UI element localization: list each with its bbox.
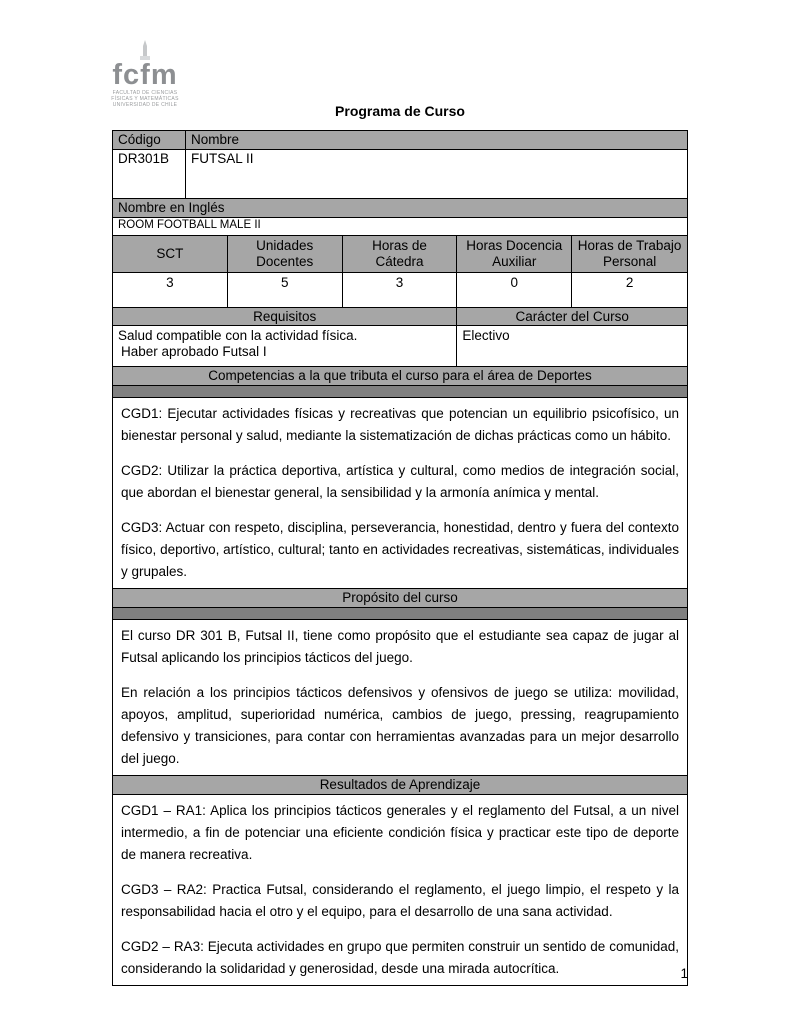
proposito-divider-band xyxy=(113,608,687,620)
page-title: Programa de Curso xyxy=(335,103,465,119)
proposito-content xyxy=(113,620,687,775)
unidades-docentes-value: 5 xyxy=(228,273,343,307)
codigo-value: DR301B xyxy=(113,150,186,198)
competencia-paragraph: CGD1: Ejecutar actividades físicas y recreativas que potencian un equilibrio psicofísico, un bienestar personal y salud, mediante la sistematización de dichas prácticas como un hábito. xyxy=(121,406,679,443)
page-number: 1 xyxy=(680,966,688,981)
competencias-content-row xyxy=(113,398,687,589)
credits-value-row xyxy=(113,273,687,308)
nombre-ingles-header: Nombre en Inglés xyxy=(113,199,687,217)
proposito-paragraph: El curso DR 301 B, Futsal II, tiene como propósito que el estudiante sea capaz de jugar al Futsal aplicando los principios tácticos del juego. xyxy=(121,628,679,665)
competencias-content xyxy=(113,398,687,588)
nombre-ingles-value: ROOM FOOTBALL MALE II xyxy=(118,219,261,231)
english-name-value-row xyxy=(113,218,687,236)
requisitos-header: Requisitos xyxy=(113,308,457,325)
competencias-header: Competencias a la que tributa el curso para el área de Deportes xyxy=(113,367,687,385)
logo-caption-line: FÍSICAS Y MATEMÁTICAS xyxy=(111,96,179,102)
resultados-content xyxy=(113,795,687,985)
proposito-paragraph: En relación a los principios tácticos defensivos y ofensivos de juego se utiliza: movilidad, apoyos, amplitud, superioridad numérica, cambios de juego, pressing, reagrupamiento defensivo y transiciones, para contar con herramientas avanzadas para un mejor desarrollo del juego. xyxy=(121,685,679,766)
horas-catedra-header: Horas de Cátedra xyxy=(343,236,458,272)
resultados-header: Resultados de Aprendizaje xyxy=(113,776,687,794)
horas-catedra-value: 3 xyxy=(343,273,458,307)
resultado-paragraph: CGD1 – RA1: Aplica los principios tácticos generales y el reglamento del Futsal, a un nivel intermedio, a fin de potenciar una eficiente condición física y practicar este tipo de deporte de manera recreativa. xyxy=(121,803,679,862)
sct-value: 3 xyxy=(113,273,228,307)
horas-trabajo-personal-value: 2 xyxy=(625,275,634,290)
requisito-line: Haber aprobado Futsal I xyxy=(121,344,267,359)
code-name-value-row xyxy=(113,150,687,199)
logo-brand-text: fcfm xyxy=(112,59,178,91)
requisitos-value-row xyxy=(113,326,687,367)
resultados-content-row xyxy=(113,795,687,985)
logo-caption-line: FACULTAD DE CIENCIAS xyxy=(112,90,178,96)
sct-header: SCT xyxy=(113,236,228,272)
codigo-header: Código xyxy=(113,131,186,149)
university-emblem-icon xyxy=(95,40,195,60)
proposito-header-row xyxy=(113,589,687,608)
horas-trabajo-personal-header: Horas de Trabajo Personal xyxy=(572,236,687,272)
competencias-header-row xyxy=(113,367,687,386)
course-program-table xyxy=(112,130,688,986)
code-name-header-row xyxy=(113,131,687,150)
requisito-line: Salud compatible con la actividad física. xyxy=(118,328,358,343)
caracter-value: Electivo xyxy=(462,328,510,343)
english-name-header-row xyxy=(113,199,687,218)
nombre-value: FUTSAL II xyxy=(191,151,254,166)
horas-docencia-auxiliar-header: Horas Docencia Auxiliar xyxy=(457,236,572,272)
resultado-paragraph: CGD3 – RA2: Practica Futsal, considerando el reglamento, el juego limpio, el respeto y la responsabilidad hacia el otro y el equipo, para el desarrollo de una sana actividad. xyxy=(121,882,679,919)
fcfm-logo xyxy=(95,40,195,108)
horas-docencia-auxiliar-value: 0 xyxy=(457,273,572,307)
unidades-docentes-header: Unidades Docentes xyxy=(228,236,343,272)
requisitos-value xyxy=(113,326,457,366)
caracter-header: Carácter del Curso xyxy=(457,308,687,325)
competencia-paragraph: CGD2: Utilizar la práctica deportiva, artística y cultural, como medios de integración social, que abordan el bienestar general, la sensibilidad y la armonía anímica y mental. xyxy=(121,463,679,500)
requisitos-header-row xyxy=(113,308,687,326)
proposito-content-row xyxy=(113,620,687,776)
credits-header-row xyxy=(113,236,687,273)
resultados-header-row xyxy=(113,776,687,795)
logo-caption-line: UNIVERSIDAD DE CHILE xyxy=(112,102,178,108)
competencia-paragraph: CGD3: Actuar con respeto, disciplina, perseverancia, honestidad, dentro y fuera del contexto físico, deportivo, artístico, cultural; tanto en actividades recreativas, sistemáticas, individuales y grupales. xyxy=(121,520,679,579)
proposito-header: Propósito del curso xyxy=(113,589,687,607)
nombre-header: Nombre xyxy=(186,131,687,149)
resultado-paragraph: CGD2 – RA3: Ejecuta actividades en grupo que permiten construir un sentido de comunidad, considerando la solidaridad y generosidad, desde una mirada autocrítica. xyxy=(121,939,679,976)
competencias-divider-band xyxy=(113,386,687,398)
